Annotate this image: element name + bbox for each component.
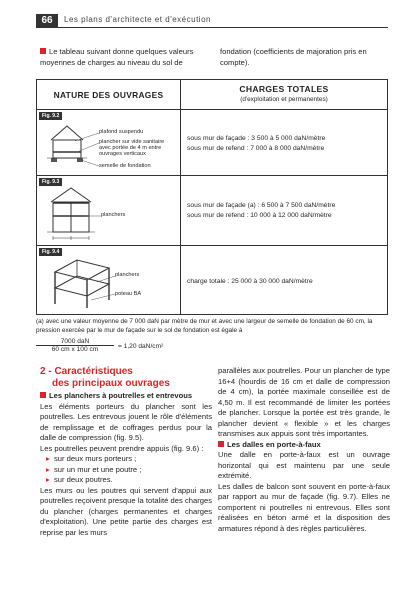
right-column xyxy=(218,366,390,534)
fig-label: planchers xyxy=(101,212,126,218)
section-title-line: 2 - Caractéristiques xyxy=(40,366,133,377)
subsection-title-text: Les dalles en porte-à-faux xyxy=(227,439,321,449)
fig-tag: Fig. 9.2 xyxy=(39,112,62,120)
bullet-item: ▸ sur deux murs porteurs ; xyxy=(46,454,212,465)
loads-table xyxy=(36,79,388,315)
running-title: Les plans d'architecte et d'exécution xyxy=(64,15,211,24)
red-square-icon xyxy=(218,441,224,447)
charge-line: sous mur de refend : 7 000 à 8 000 daN/mètre xyxy=(187,145,325,152)
figure-cell xyxy=(37,246,181,314)
col2-header xyxy=(181,80,387,110)
fraction-numerator: 7000 daN xyxy=(36,338,114,346)
fig-tag: Fig. 9.3 xyxy=(39,178,62,186)
col2-subtitle: (d'exploitation et permanentes) xyxy=(240,96,328,103)
charges-cell xyxy=(187,201,335,221)
paragraph: Une dalle en porte-à-faux est un ouvrage horizontal qui est maintenu par une seule extrémité. xyxy=(218,450,390,480)
charges-cell xyxy=(187,277,313,287)
paragraph: Les poutrelles peuvent prendre appuis (fig. 9.6) : xyxy=(40,443,204,453)
page-number: 66 xyxy=(36,14,58,28)
fig-label: plancher sur vide sanitaire xyxy=(99,139,165,145)
paragraph: Les murs ou les poutres qui servent d'appui aux poutrelles reçoivent presque la totalité des charges du plancher (charges permanentes et charges d'exploitation). Une petite partie des charges est reprise par les murs xyxy=(40,485,212,537)
col1-header: NATURE DES OUVRAGES xyxy=(37,80,181,110)
red-square-icon xyxy=(40,392,46,398)
fraction-denominator: 60 cm x 100 cm xyxy=(51,346,99,353)
table-row xyxy=(37,110,387,176)
figure-cell xyxy=(37,110,181,175)
intro-left xyxy=(40,46,216,68)
charge-line: sous mur de façade : 3 500 à 5 000 daN/mètre xyxy=(187,135,326,142)
paragraph: Les éléments porteurs du plancher sont les poutrelles. Les entrevous jouent le rôle d'éléments de remplissage et de coffrages perdus pour la dalle de compression (fig. 9.5). xyxy=(40,401,212,442)
col2-title: CHARGES TOTALES xyxy=(239,84,329,94)
paragraph: Les dalles de balcon sont souvent en porte-à-faux par rapport au mur de façade (fig. 9.7). Elles ne comportent ni poutrelles ni entrevous. Elles sont réalisées en béton armé et la disposition des armatures répond à des règles particulières. xyxy=(218,481,390,533)
subsection-title xyxy=(218,440,390,451)
fig-label: ouvrages verticaux xyxy=(99,151,146,157)
multi-storey-drawing xyxy=(37,176,181,246)
fraction-result: = 1,20 daN/cm² xyxy=(118,343,164,350)
figure-cell xyxy=(37,176,181,245)
fig-label: avec portée de 4 m entre xyxy=(99,145,162,151)
intro-right: fondation (coefficients de majoration pris en compte). xyxy=(220,47,367,67)
paragraph: parallèles aux poutrelles. Pour un plancher de type 16+4 (hourdis de 16 cm et dalle de compression de 4 cm), la portée maximale conseillée est de 4,50 m. Il est recommandé de limiter les portées de plancher. Lorsque la portée est très grande, le plancher devient « flexible » et les charges transmises aux appuis sont très importantes. xyxy=(218,366,390,438)
column-frame-drawing xyxy=(37,246,181,314)
fig-label: planchers xyxy=(115,272,140,278)
subsection-title-text: Les planchers à poutrelles et entrevous xyxy=(49,391,193,400)
left-column xyxy=(40,366,212,538)
fig-tag: Fig. 9.4 xyxy=(39,248,62,256)
charges-cell xyxy=(187,134,325,154)
charge-line: sous mur de refend : 10 000 à 12 000 daN/mètre xyxy=(187,212,332,219)
subsection-title xyxy=(40,391,212,402)
bullet-item: ▸ sur deux poutres. xyxy=(46,475,212,486)
footnote: (a) avec une valeur moyenne de 7 000 daN par mètre de mur et avec une largeur de semelle de fondation de 60 cm, la pression exercée par le mur de façade sur le sol de fondation est égale à xyxy=(36,318,373,334)
pressure-fraction xyxy=(36,338,164,353)
table-header xyxy=(37,80,387,110)
section-title xyxy=(40,366,212,389)
table-row xyxy=(37,246,387,314)
page-header xyxy=(36,14,388,28)
intro-left-text: Le tableau suivant donne quelques valeurs moyennes de charges au niveau du sol de xyxy=(40,47,194,67)
red-square-icon xyxy=(40,48,46,54)
section-title-line: des principaux ouvrages xyxy=(52,377,170,389)
table-row xyxy=(37,176,387,246)
bullet-item: ▸ sur un mur et une poutre ; xyxy=(46,465,212,476)
charge-line: sous mur de façade (a) : 6 500 à 7 500 daN/mètre xyxy=(187,202,336,209)
fig-label: semelle de fondation xyxy=(99,163,151,169)
charge-line: charge totale : 25 000 à 30 000 daN/mètre xyxy=(187,278,313,285)
fig-label: poteau BA xyxy=(115,291,142,297)
fig-label: plafond suspendu xyxy=(99,129,144,135)
